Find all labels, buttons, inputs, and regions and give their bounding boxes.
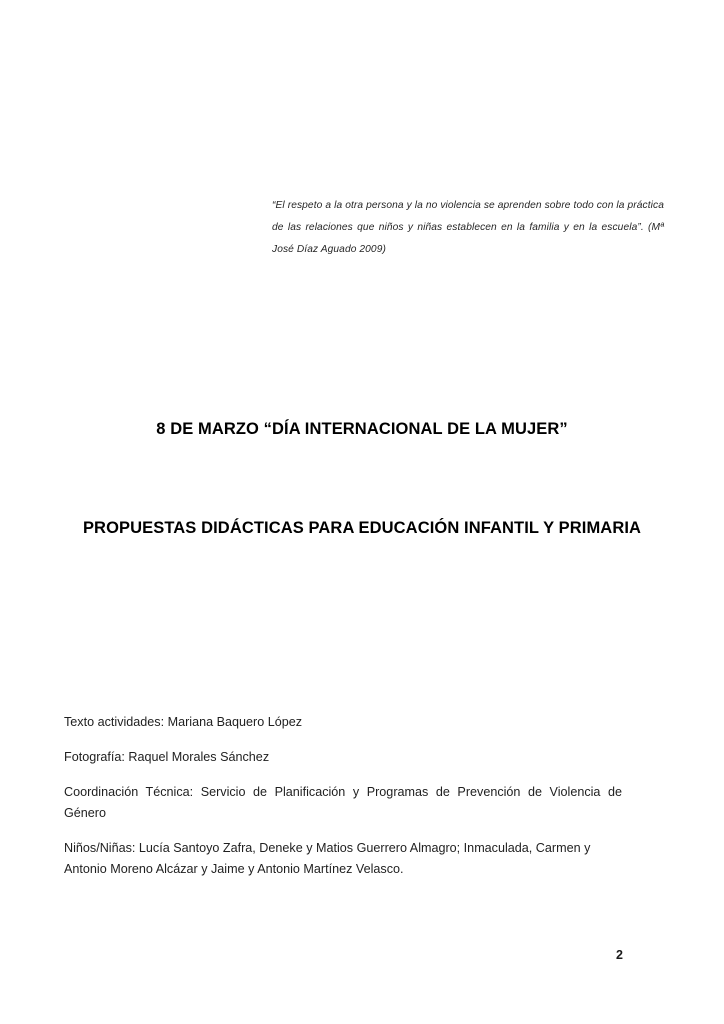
credits-block [64,712,622,880]
page-number: 2 [616,948,623,962]
epigraph-quote: “El respeto a la otra persona y la no violencia se aprenden sobre todo con la práctica de las relaciones que niños y niñas establecen en la familia y en la escuela”. (Mª José Díaz Aguado 2009) [272,200,664,256]
credit-line-ninos-ninas: Niños/Niñas: Lucía Santoyo Zafra, Deneke y Matios Guerrero Almagro; Inmaculada, Carmen y Antonio Moreno Alcázar y Jaime y Antonio Martínez Velasco. [64,841,591,876]
credit-line-fotografia: Fotografía: Raquel Morales Sánchez [64,750,270,764]
page-subtitle: PROPUESTAS DIDÁCTICAS PARA EDUCACIÓN INFANTIL Y PRIMARIA [82,518,642,537]
page-title: 8 DE MARZO “DÍA INTERNACIONAL DE LA MUJER” [156,420,568,439]
credit-line-texto-actividades: Texto actividades: Mariana Baquero López [64,715,303,729]
credit-line-coordinacion-tecnica: Coordinación Técnica: Servicio de Planificación y Programas de Prevención de Violencia de Género [64,785,622,820]
